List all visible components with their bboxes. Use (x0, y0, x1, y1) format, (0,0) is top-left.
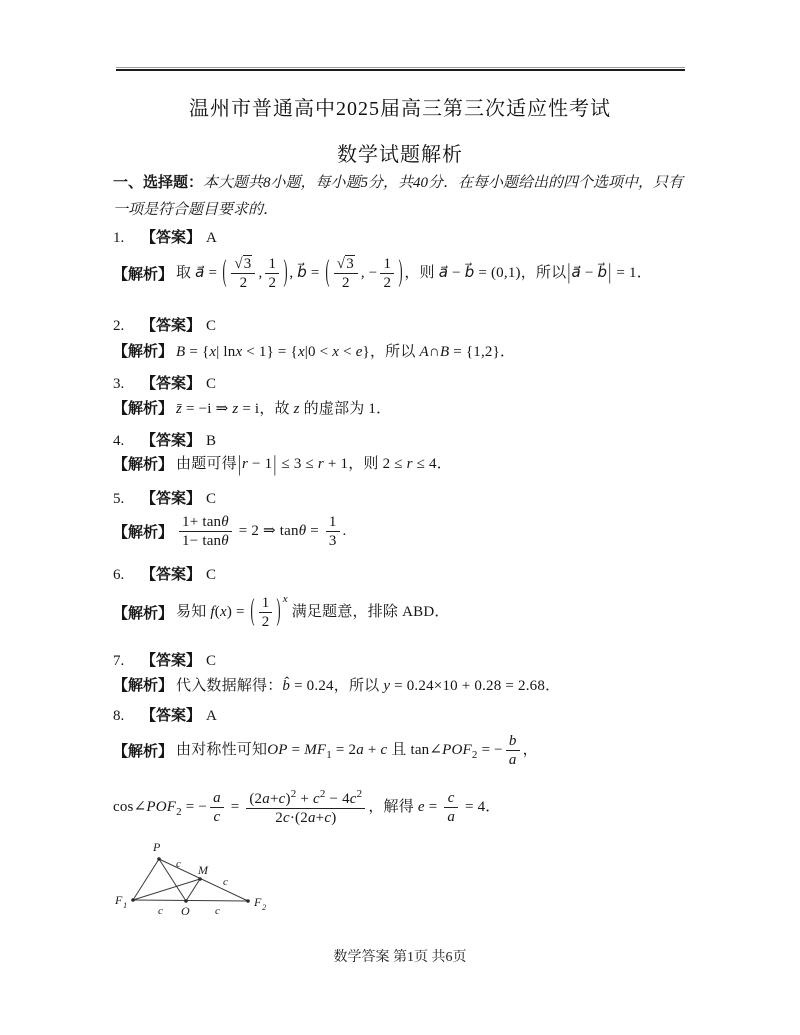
math-token: 1 (268, 255, 277, 272)
label-c-PM: c (176, 858, 181, 870)
math-token: 代入数据解得： (176, 677, 283, 694)
q4-explanation (113, 451, 697, 475)
math-token: 且 (387, 741, 411, 758)
figure-svg (113, 836, 288, 938)
segment-F1-M (133, 879, 200, 900)
answer-label: 【答案】 (141, 376, 202, 392)
section-intro (113, 169, 693, 224)
math-token: | (567, 260, 571, 285)
math-token: ≤ 3 ≤ (277, 456, 318, 473)
math-token: ， (522, 741, 538, 758)
math-token: ，所以 (520, 264, 567, 281)
q8-explanation-line1 (113, 726, 697, 774)
math-token: 满足题意，排除 (287, 603, 399, 620)
math-token: 易知 (176, 603, 211, 620)
question-number: 7. (113, 653, 125, 669)
q7-answer-line (113, 649, 216, 670)
q6-explanation (113, 585, 697, 639)
math-token: ． (376, 400, 392, 417)
math-token: c (380, 741, 388, 758)
intro-label: 一、选择题： (113, 174, 204, 191)
question-number: 4. (113, 433, 125, 449)
math-token: = 2 ⇒ tan (234, 522, 299, 539)
segment-F1-F2 (133, 900, 248, 901)
math-token: ． (500, 343, 516, 360)
math-token: tan∠ (410, 741, 443, 758)
math-token: + (363, 741, 381, 758)
math-token: ，故 (259, 400, 294, 417)
math-token: = {1,2} (449, 343, 501, 360)
math-token: } (362, 343, 370, 360)
explain-label: 【解析】 (113, 743, 174, 760)
answer-label: 【答案】 (141, 567, 202, 583)
math-token: 2 ≤ (382, 456, 407, 473)
math-token: 3 (328, 532, 337, 549)
q3-formula (176, 397, 391, 418)
page-title: 温州市普通高中2025届高三第三次适应性考试 (189, 98, 611, 120)
q1-formula (176, 255, 652, 292)
answer-value: B (206, 433, 217, 449)
fraction (231, 255, 255, 292)
math-token: cos∠ (113, 798, 147, 815)
math-token: − 4 (325, 790, 350, 807)
math-token: POF (146, 798, 177, 815)
math-token: + (315, 809, 325, 826)
math-token: ) = (226, 603, 249, 620)
math-token: c (213, 808, 221, 825)
math-token: x (282, 592, 288, 605)
math-token: = 2 (331, 741, 357, 758)
label-M: M (198, 863, 208, 877)
math-token: 2 (268, 274, 277, 291)
math-token: a⃗ (195, 264, 205, 281)
label-F1: F (115, 893, 123, 907)
label-P: P (153, 840, 161, 854)
q3-explanation (113, 395, 697, 419)
q5-answer-line (113, 487, 216, 508)
math-token: = (287, 741, 305, 758)
math-token: 1+ tan (182, 513, 222, 530)
math-token: − (448, 264, 465, 281)
q5-formula (176, 513, 346, 550)
question-number: 2. (113, 318, 125, 334)
answer-label: 【答案】 (141, 433, 202, 449)
math-token: r (406, 456, 413, 473)
point-F2 (246, 899, 250, 903)
math-token: ，所以 (333, 677, 384, 694)
math-token: z̄ (176, 400, 183, 417)
math-token: c (312, 790, 320, 807)
math-token: ，解得 (368, 798, 418, 815)
math-token: 1 (326, 748, 332, 761)
math-token: a (356, 741, 364, 758)
fraction (265, 255, 279, 292)
math-token: ，则 (404, 264, 439, 281)
q4-formula (176, 452, 452, 477)
question-number: 6. (113, 567, 125, 583)
q7-explanation (113, 672, 697, 696)
math-token: x (332, 343, 340, 360)
math-token: A (419, 343, 429, 360)
math-token: ) (283, 255, 288, 289)
math-token: 2 (290, 787, 297, 800)
answer-value: C (206, 491, 217, 507)
math-token: 2 (471, 748, 478, 761)
math-token: c (324, 809, 332, 826)
math-token: 2 (341, 274, 350, 291)
answer-value: C (206, 376, 217, 392)
math-token: , − (360, 264, 378, 281)
question-number: 5. (113, 491, 125, 507)
math-token: ，所以 (369, 343, 420, 360)
math-token: ，则 (348, 456, 383, 473)
math-token: θ (221, 513, 229, 530)
explain-label: 【解析】 (113, 524, 174, 541)
math-token: POF (442, 741, 472, 758)
page-subtitle: 数学试题解析 (337, 144, 463, 166)
label-c-F1O: c (158, 905, 163, 917)
math-token: = (424, 798, 442, 815)
math-token: 2 (383, 274, 392, 291)
math-token: a⃗ (571, 264, 581, 281)
math-token: ) (398, 255, 403, 289)
answer-label: 【答案】 (141, 491, 202, 507)
math-token: c (283, 809, 290, 826)
math-token: ) (277, 595, 282, 628)
explain-label: 【解析】 (113, 677, 174, 694)
answer-label: 【答案】 (141, 653, 202, 669)
math-token: , (258, 264, 263, 281)
math-token: MF (304, 741, 327, 758)
radical: √3 (336, 255, 354, 272)
answer-value: C (206, 653, 217, 669)
answer-label: 【答案】 (141, 230, 202, 246)
math-token: 1 (368, 400, 377, 417)
math-token: = −i ⇒ (182, 400, 233, 417)
fraction (326, 513, 340, 550)
math-token: 2 (176, 805, 182, 818)
math-token: = − (477, 741, 503, 758)
math-token: 1 (383, 255, 392, 272)
label-F2: F (254, 895, 262, 909)
math-token: ． (436, 456, 452, 473)
fraction (334, 255, 358, 292)
math-token: = 1 (612, 264, 637, 281)
math-token: = 0.24×10 + 0.28 = 2.68 (390, 677, 546, 694)
explain-label: 【解析】 (113, 605, 174, 622)
fraction (444, 789, 458, 826)
math-token: a (447, 808, 456, 825)
page-footer: 数学答案 第1页 共6页 (333, 950, 467, 965)
segment-F1-P (133, 859, 159, 900)
math-token: a (262, 790, 270, 807)
math-token: ABD (398, 603, 435, 620)
math-token: f (210, 603, 215, 620)
math-token: 1− tan (182, 532, 222, 549)
math-token: − (580, 264, 598, 281)
q2-answer-line (113, 314, 216, 335)
math-token: z (232, 400, 239, 417)
math-token: | (273, 452, 277, 477)
math-token: ． (636, 264, 652, 281)
label-F1-sub: 1 (123, 900, 128, 910)
math-token: + 1 (323, 456, 349, 473)
math-token: | (608, 260, 612, 285)
answer-value: C (206, 318, 217, 334)
math-token: = (226, 798, 244, 815)
fraction (179, 513, 232, 550)
fraction (259, 594, 273, 631)
top-rule (116, 67, 685, 71)
q1-explanation (113, 244, 697, 302)
fraction (210, 789, 224, 826)
math-token: 2 (275, 809, 283, 826)
math-token: = 0.24 (290, 677, 334, 694)
geometry-figure (113, 836, 293, 941)
math-token: a⃗ (438, 264, 449, 281)
math-token: , (289, 264, 298, 281)
explain-label: 【解析】 (113, 400, 174, 417)
math-token: 2 (319, 787, 326, 800)
math-token: a (213, 789, 221, 806)
math-token: ( (214, 603, 220, 620)
math-token: e (417, 798, 425, 815)
q8-explanation-line2 (113, 780, 697, 834)
fraction (506, 732, 520, 769)
question-number: 1. (113, 230, 125, 246)
math-token: 2 (356, 787, 363, 800)
math-token: B (176, 343, 186, 360)
math-token: x (209, 343, 217, 360)
math-token: y (383, 677, 391, 694)
math-token: = (204, 264, 222, 281)
math-token: = i (238, 400, 260, 417)
explain-label: 【解析】 (113, 456, 174, 473)
q2-explanation (113, 338, 697, 362)
math-token: 由题可得 (176, 456, 237, 473)
math-token: + (269, 790, 279, 807)
math-token: a (307, 809, 316, 826)
math-token: ( (222, 255, 227, 289)
q5-explanation (113, 506, 697, 556)
question-number: 3. (113, 376, 125, 392)
math-token: 由对称性可知 (176, 741, 268, 758)
math-token: r (317, 456, 324, 473)
q4-answer-line (113, 429, 216, 450)
math-token: b̂ (282, 677, 291, 694)
math-token: a (508, 751, 517, 768)
math-token: 1 (261, 595, 270, 612)
math-token: 1 (328, 513, 337, 530)
math-token: (2 (249, 790, 263, 807)
math-token: OP (267, 741, 288, 758)
q8-answer-line (113, 704, 217, 725)
q2-formula (176, 340, 515, 361)
math-token: < 1} = { (242, 343, 298, 360)
math-token: b (508, 732, 517, 749)
math-token: < (339, 343, 356, 360)
math-token: e (355, 343, 363, 360)
answer-value: C (206, 567, 217, 583)
q6-formula (176, 593, 450, 631)
point-F1 (131, 898, 135, 902)
intro-text: 本大题共8小题，每小题5分，共40分．在每小题给出的四个选项中，只有一项是符合题目要求的． (113, 175, 684, 218)
math-token: = − (181, 798, 208, 815)
explain-label: 【解析】 (113, 343, 174, 360)
math-token: ≤ 4 (412, 456, 437, 473)
point-P (157, 857, 161, 861)
math-token: = (306, 522, 323, 539)
math-token: + (296, 790, 313, 807)
math-token: z (293, 400, 300, 417)
fraction (246, 788, 365, 827)
math-token: c (278, 790, 286, 807)
label-c-OF2: c (215, 905, 220, 917)
point-O (184, 899, 188, 903)
math-token: 的虚部为 (299, 400, 369, 417)
math-token: = 4 (461, 798, 486, 815)
radical: √3 (234, 255, 252, 272)
math-token: x (297, 343, 305, 360)
math-token: 2 (239, 274, 248, 291)
math-token: ∩ (428, 343, 440, 360)
math-token: ． (434, 603, 450, 620)
label-c-MF2: c (223, 876, 228, 888)
math-token: b⃗ (464, 264, 475, 281)
math-token: ． (545, 677, 561, 694)
q3-answer-line (113, 372, 216, 393)
answer-value: A (206, 230, 217, 246)
math-token: b⃗ (597, 264, 608, 281)
math-token: θ (298, 522, 307, 539)
math-token: . (342, 522, 347, 539)
math-token: r (242, 456, 249, 473)
q8-formula-2 (113, 788, 501, 827)
q7-formula (176, 674, 560, 695)
answer-label: 【答案】 (141, 318, 202, 334)
point-M (198, 877, 202, 881)
math-token: θ (221, 532, 229, 549)
q6-answer-line (113, 563, 216, 584)
label-O: O (181, 904, 190, 918)
fraction (380, 255, 394, 292)
answer-value: A (206, 708, 217, 724)
math-token: 2 (261, 614, 270, 631)
math-token: ) (331, 809, 337, 826)
question-number: 8. (113, 708, 125, 724)
math-token: ) (285, 790, 291, 807)
math-token: = (306, 264, 324, 281)
math-token: B (439, 343, 450, 360)
math-token: = { (185, 343, 210, 360)
answer-label: 【答案】 (141, 708, 202, 724)
math-token: | (237, 452, 242, 477)
math-token: ． (485, 798, 501, 815)
math-token: ( (250, 595, 255, 628)
label-F2-sub: 2 (262, 902, 267, 912)
math-token: ( (325, 255, 330, 289)
math-token: c (447, 789, 455, 806)
math-token: ·(2 (289, 809, 308, 826)
math-token: x (235, 343, 243, 360)
math-token: x (219, 603, 227, 620)
math-token: b⃗ (297, 264, 307, 281)
math-token: c (349, 790, 357, 807)
explain-label: 【解析】 (113, 266, 174, 283)
math-token: − 1 (248, 456, 273, 473)
math-token: | ln (216, 343, 236, 360)
q8-formula-1 (176, 732, 538, 769)
math-token: = (0,1) (474, 264, 521, 281)
math-token: 取 (176, 264, 196, 281)
math-token: |0 < (304, 343, 333, 360)
